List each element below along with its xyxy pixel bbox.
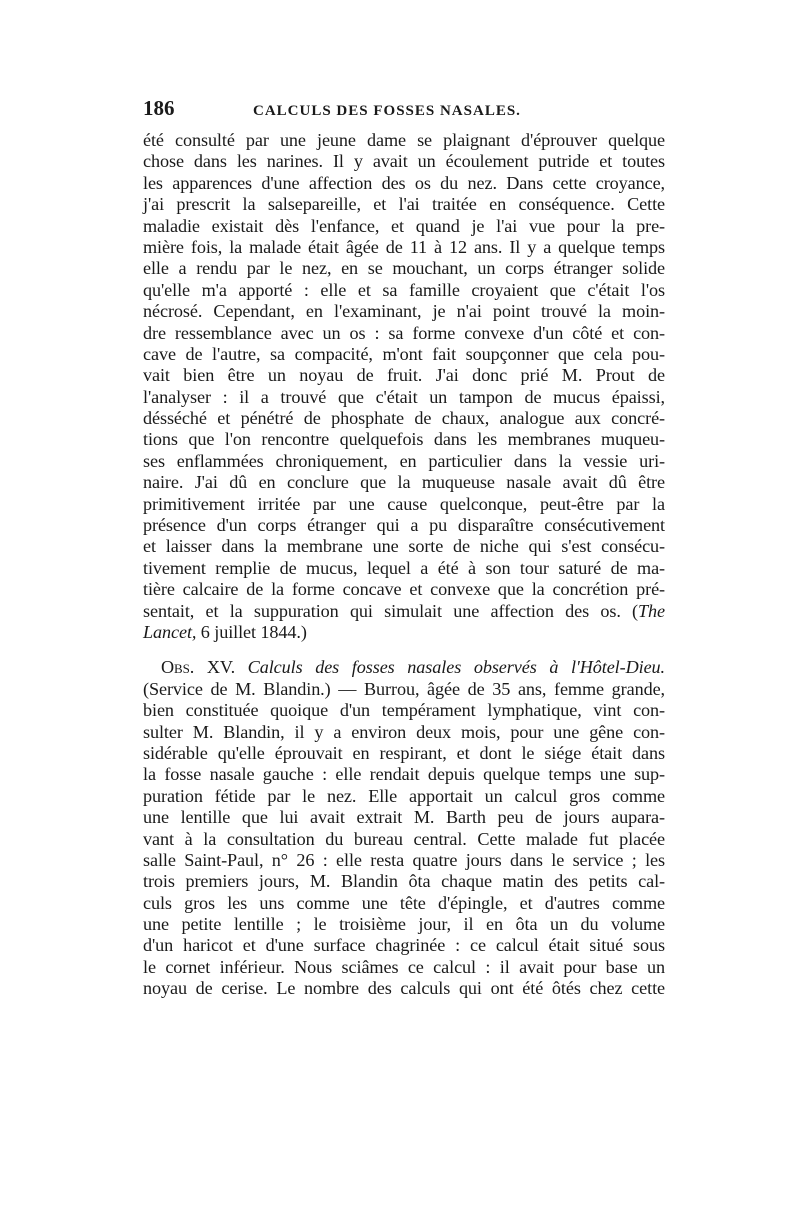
- text-line-citation: [143, 601, 665, 622]
- text-line: culs gros les uns comme une tête d'épingle, et d'autres comme: [143, 892, 665, 913]
- text-line: sulter M. Blandin, il y a environ deux mois, pour une gêne con-: [143, 721, 665, 742]
- book-page: [143, 96, 665, 1000]
- text-line: et laisser dans la membrane une sorte de niche qui s'est consécu-: [143, 536, 665, 557]
- text-line-citation-end: [143, 622, 665, 643]
- obs-label: Obs.: [161, 657, 195, 678]
- text-line: été consulté par une jeune dame se plaignant d'éprouver quelque: [143, 130, 665, 150]
- text-line: elle a rendu par le nez, en se mouchant, un corps étranger solide: [143, 258, 665, 279]
- text-line: maladie existait dès l'enfance, et quand je l'ai vue pour la pre-: [143, 215, 665, 236]
- text-line: trois premiers jours, M. Blandin ôta chaque matin des petits cal-: [143, 871, 665, 892]
- text-line: j'ai prescrit la salsepareille, et l'ai traitée en conséquence. Cette: [143, 194, 665, 215]
- text-line: vant à la consultation du bureau central. Cette malade fut placée: [143, 828, 665, 849]
- text-line: les apparences d'une affection des os du nez. Dans cette croyance,: [143, 172, 665, 193]
- body-text: [143, 130, 665, 1000]
- text-line: le cornet inférieur. Nous sciâmes ce calcul : il avait pour base un: [143, 956, 665, 977]
- text-line: sidérable qu'elle éprouvait en respirant, et dont le siége était dans: [143, 742, 665, 763]
- journal-name-end: Lancet,: [143, 621, 197, 642]
- text-line: chose dans les narines. Il y avait un écoulement putride et toutes: [143, 151, 665, 172]
- text-line: salle Saint-Paul, n° 26 : elle resta quatre jours dans le service ; les: [143, 849, 665, 870]
- text-line: d'un haricot et d'une surface chagrinée : ce calcul était situé sous: [143, 935, 665, 956]
- page-number: 186: [143, 96, 175, 120]
- paragraph-gap: [143, 643, 665, 657]
- text-fragment: sentait, et la suppuration qui simulait une affection des os. (: [143, 600, 639, 621]
- paragraph-letter: [143, 130, 665, 643]
- text-line: noyau de cerise. Le nombre des calculs qui ont été ôtés chez cette: [143, 978, 665, 999]
- text-line: tivement remplie de mucus, lequel a été à son tour saturé de ma-: [143, 557, 665, 578]
- text-line: une petite lentille ; le troisième jour, il en ôta un du volume: [143, 914, 665, 935]
- text-line: tions que l'on rencontre quelquefois dans les membranes muqueu-: [143, 429, 665, 450]
- text-line: nécrosé. Cependant, en l'examinant, je n'ai point trouvé la moin-: [143, 301, 665, 322]
- text-line: bien constituée quoique d'un tempérament lymphatique, vint con-: [143, 700, 665, 721]
- text-line: naire. J'ai dû en conclure que la muqueuse nasale avait dû être: [143, 472, 665, 493]
- text-line: qu'elle m'a apporté : elle et sa famille croyaient que c'était l'os: [143, 279, 665, 300]
- text-line: dre ressemblance avec un os : sa forme convexe d'un côté et con-: [143, 322, 665, 343]
- obs-title: Calculs des fosses nasales observés à l'Hôtel-Dieu.: [247, 657, 665, 678]
- text-line: la fosse nasale gauche : elle rendait depuis quelque temps une sup-: [143, 764, 665, 785]
- running-title: CALCULS DES FOSSES NASALES.: [253, 103, 521, 119]
- text-line: vait bien être un noyau de fruit. J'ai donc prié M. Prout de: [143, 365, 665, 386]
- obs-number: XV.: [194, 657, 248, 678]
- text-line: tière calcaire de la forme concave et convexe que la concrétion pré-: [143, 579, 665, 600]
- text-line: présence d'un corps étranger qui a pu disparaître consécutivement: [143, 515, 665, 536]
- text-line: primitivement irritée par une cause quelconque, peut-être par la: [143, 493, 665, 514]
- journal-name-start: The: [638, 600, 665, 621]
- text-line: désséché et pénétré de phosphate de chaux, analogue aux concré-: [143, 408, 665, 429]
- page-header: [143, 96, 665, 130]
- citation-date: 6 juillet 1844.): [196, 621, 307, 642]
- text-line: (Service de M. Blandin.) — Burrou, âgée de 35 ans, femme grande,: [143, 678, 665, 699]
- text-line: mière fois, la malade était âgée de 11 à 12 ans. Il y a quelque temps: [143, 236, 665, 257]
- text-line: ses enflammées chroniquement, en particulier dans la vessie uri-: [143, 450, 665, 471]
- paragraph-observation: [143, 657, 665, 999]
- observation-heading: [143, 657, 665, 678]
- text-line: cave de l'autre, sa compacité, m'ont fait soupçonner que cela pou-: [143, 343, 665, 364]
- text-line: une lentille que lui avait extrait M. Barth peu de jours aupara-: [143, 807, 665, 828]
- text-line: l'analyser : il a trouvé que c'était un tampon de mucus épaissi,: [143, 386, 665, 407]
- text-line: puration fétide par le nez. Elle apportait un calcul gros comme: [143, 785, 665, 806]
